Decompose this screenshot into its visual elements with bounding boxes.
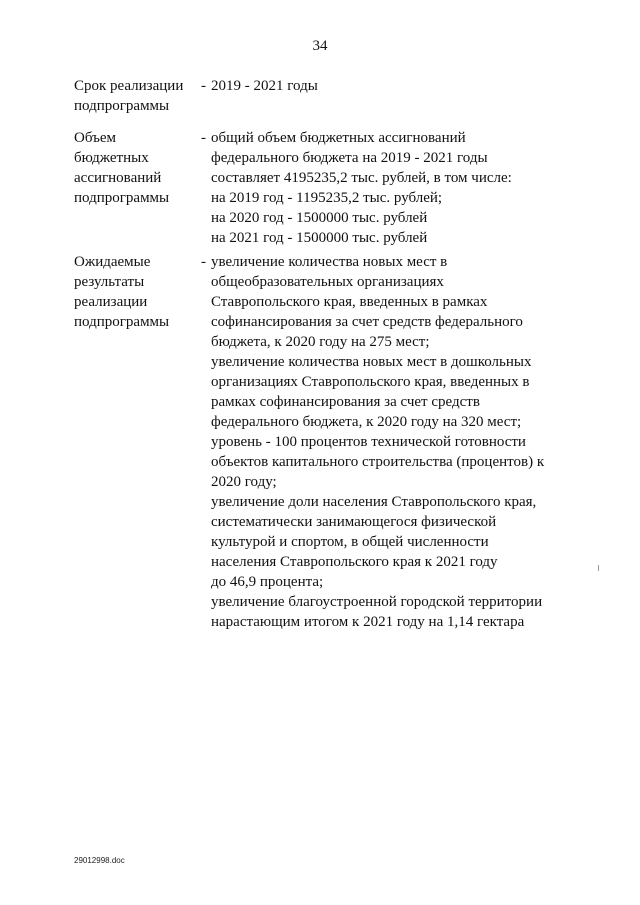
value-line: до 46,9 процента; xyxy=(211,574,324,590)
value-line: увеличение благоустроенной городской территории xyxy=(211,594,543,610)
label-line: Ожидаемые xyxy=(74,254,151,270)
label-line: Срок реализации xyxy=(74,78,184,94)
footer-filename: 29012998.doc xyxy=(74,856,125,865)
value-line: общий объем бюджетных ассигнований xyxy=(211,130,466,146)
value-line: Ставропольского края, введенных в рамках xyxy=(211,294,488,310)
label-line: Объем xyxy=(74,130,116,146)
section-value xyxy=(201,252,581,632)
label-line: подпрограммы xyxy=(74,314,170,330)
value-line: 2019 - 2021 годы xyxy=(211,78,318,94)
section-value xyxy=(201,76,581,96)
scan-artifact xyxy=(598,565,599,571)
value-line: населения Ставропольского края к 2021 году xyxy=(211,554,498,570)
value-line: составляет 4195235,2 тыс. рублей, в том числе: xyxy=(211,170,512,186)
value-line: культурой и спортом, в общей численности xyxy=(211,534,489,550)
value-line: увеличение количества новых мест в дошкольных xyxy=(211,354,532,370)
label-line: реализации xyxy=(74,294,148,310)
value-line: федерального бюджета на 2019 - 2021 годы xyxy=(211,150,488,166)
value-line: рамках софинансирования за счет средств xyxy=(211,394,480,410)
dash-marker: - xyxy=(201,78,206,94)
label-line: подпрограммы xyxy=(74,190,170,206)
section-label xyxy=(74,252,199,332)
section-label xyxy=(74,128,199,208)
value-line: уровень - 100 процентов технической готовности xyxy=(211,434,526,450)
section-label xyxy=(74,76,199,116)
dash-marker: - xyxy=(201,130,206,146)
value-line: увеличение доли населения Ставропольского края, xyxy=(211,494,537,510)
value-line: на 2019 год - 1195235,2 тыс. рублей; xyxy=(211,190,443,206)
value-line: софинансирования за счет средств федерального xyxy=(211,314,523,330)
label-line: подпрограммы xyxy=(74,98,170,114)
label-line: бюджетных xyxy=(74,150,149,166)
value-line: нарастающим итогом к 2021 году на 1,14 гектара xyxy=(211,614,525,630)
dash-marker: - xyxy=(201,254,206,270)
value-line: 2020 году; xyxy=(211,474,277,490)
value-line: бюджета, к 2020 году на 275 мест; xyxy=(211,334,430,350)
section-value xyxy=(201,128,581,248)
value-line: объектов капитального строительства (процентов) к xyxy=(211,454,545,470)
value-line: на 2021 год - 1500000 тыс. рублей xyxy=(211,230,428,246)
value-line: организациях Ставропольского края, введенных в xyxy=(211,374,530,390)
page-number: 34 xyxy=(312,38,328,54)
value-line: общеобразовательных организациях xyxy=(211,274,444,290)
value-line: систематически занимающегося физической xyxy=(211,514,497,530)
label-line: результаты xyxy=(74,274,145,290)
value-line: федерального бюджета, к 2020 году на 320 мест; xyxy=(211,414,522,430)
label-line: ассигнований xyxy=(74,170,162,186)
value-line: на 2020 год - 1500000 тыс. рублей xyxy=(211,210,428,226)
value-line: увеличение количества новых мест в xyxy=(211,254,448,270)
